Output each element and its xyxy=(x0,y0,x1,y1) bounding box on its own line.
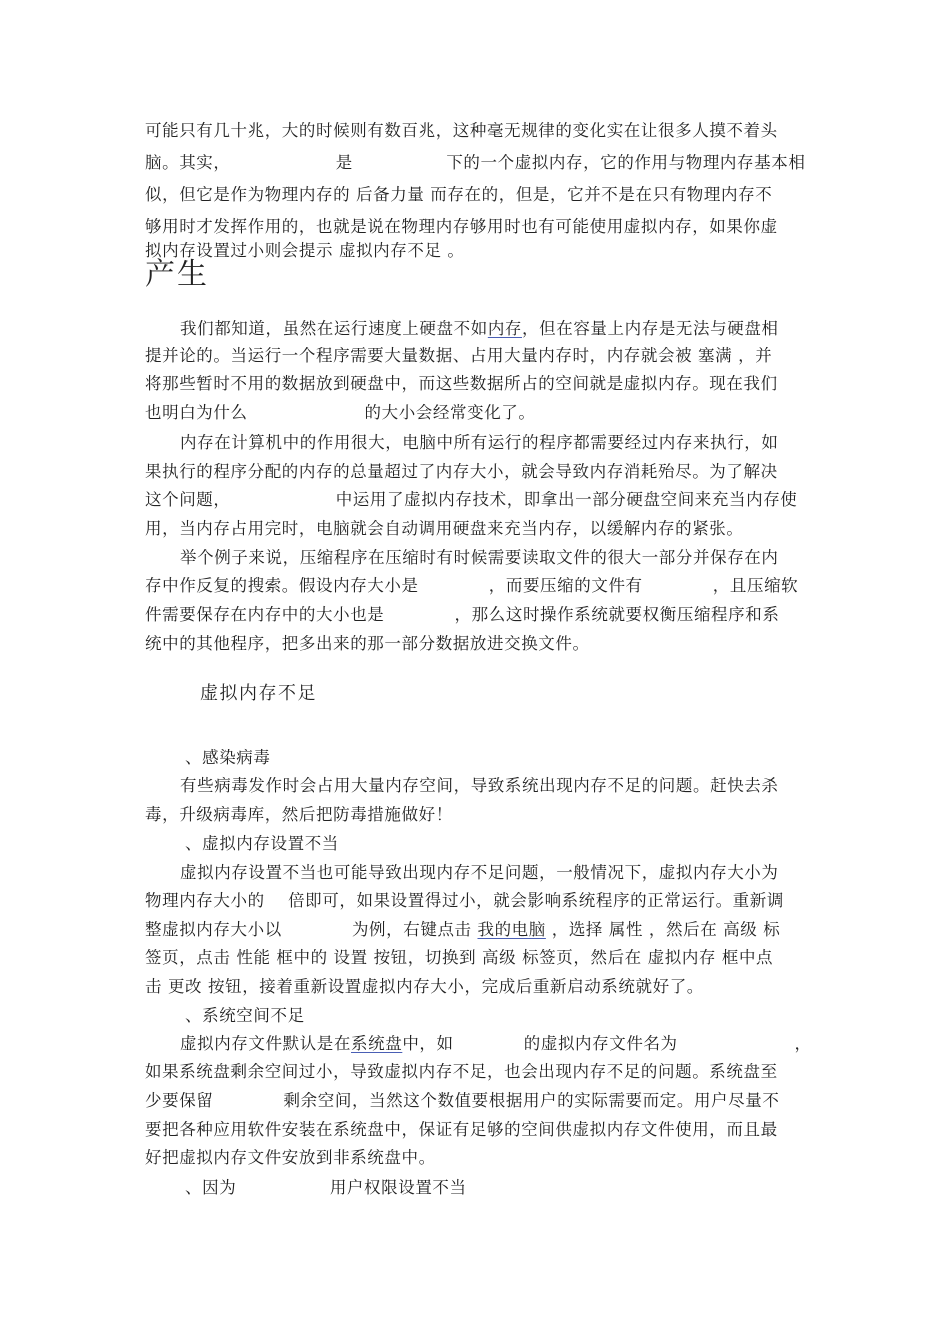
s3-line-5: 好把虚拟内存文件安放到非系统盘中。 xyxy=(145,1148,436,1167)
p1-line-2: 提并论的。当运行一个程序需要大量数据、占用大量内存时，内存就会被 塞满 ，并 xyxy=(145,346,773,365)
section-heading: 产生 xyxy=(145,257,209,292)
s3-line-1: 虚拟内存文件默认是在系统盘中，如 的虚拟内存文件名为 ， xyxy=(180,1034,812,1053)
s1-line-1: 有些病毒发作时会占用大量内存空间，导致系统出现内存不足的问题。赶快去杀 xyxy=(180,776,779,795)
p2-line-2: 果执行的程序分配的内存的总量超过了内存大小，就会导致内存消耗殆尽。为了解决 xyxy=(145,462,778,481)
s2-line-1: 虚拟内存设置不当也可能导致出现内存不足问题，一般情况下，虚拟内存大小为 xyxy=(180,863,779,882)
p2-line-3: 这个问题， 中运用了虚拟内存技术，即拿出一部分硬盘空间来充当内存使 xyxy=(145,490,798,509)
system-disk-link[interactable]: 系统盘 xyxy=(351,1034,403,1053)
s2-line-3: 整虚拟内存大小以 为例，右键点击 我的电脑 ，选择 属性 ，然后在 高级 标 xyxy=(145,920,781,939)
memory-link[interactable]: 内存 xyxy=(487,319,523,338)
s3-title: 、系统空间不足 xyxy=(185,1006,305,1025)
s2-title: 、虚拟内存设置不当 xyxy=(185,834,339,853)
p3-line-3: 件需要保存在内存中的大小也是 ，那么这时操作系统就要权衡压缩程序和系 xyxy=(145,605,780,624)
s3-line-2: 如果系统盘剩余空间过小，导致虚拟内存不足，也会出现内存不足的问题。系统盘至 xyxy=(145,1062,778,1081)
s3-line-4: 要把各种应用软件安装在系统盘中，保证有足够的空间供虚拟内存文件使用，而且最 xyxy=(145,1120,778,1139)
s2-line-2: 物理内存大小的 倍即可，如果设置得过小，就会影响系统程序的正常运行。重新调 xyxy=(145,891,784,910)
s2-line-5: 击 更改 按钮，接着重新设置虚拟内存大小，完成后重新启动系统就好了。 xyxy=(145,977,704,996)
p3-line-1: 举个例子来说，压缩程序在压缩时有时候需要读取文件的很大一部分并保存在内 xyxy=(180,548,779,567)
p3-line-4: 统中的其他程序，把多出来的那一部分数据放进交换文件。 xyxy=(145,634,590,653)
p3-line-2: 存中作反复的搜索。假设内存大小是 ，而要压缩的文件有 ，且压缩软 xyxy=(145,576,799,595)
p1-line-4: 也明白为什么 的大小会经常变化了。 xyxy=(145,403,536,422)
p2-line-1: 内存在计算机中的作用很大，电脑中所有运行的程序都需要经过内存来执行，如 xyxy=(180,433,779,452)
s3-line-3: 少要保留 剩余空间，当然这个数值要根据用户的实际需要而定。用户尽量不 xyxy=(145,1091,780,1110)
my-computer-link[interactable]: 我的电脑 xyxy=(477,920,546,939)
intro-line-4: 够用时才发挥作用的，也就是说在物理内存够用时也有可能使用虚拟内存，如果你虚 xyxy=(145,217,778,236)
intro-line-1: 可能只有几十兆，大的时候则有数百兆，这种毫无规律的变化实在让很多人摸不着头 xyxy=(145,121,778,140)
s1-line-2: 毒，升级病毒库，然后把防毒措施做好！ xyxy=(145,805,453,824)
s4-title: 、因为 用户权限设置不当 xyxy=(185,1178,467,1197)
p2-line-4: 用，当内存占用完时，电脑就会自动调用硬盘来充当内存，以缓解内存的紧张。 xyxy=(145,519,744,538)
intro-line-5: 拟内存设置过小则会提示 虚拟内存不足 。 xyxy=(145,241,465,260)
p1-line-3: 将那些暂时不用的数据放到硬盘中，而这些数据所占的空间就是虚拟内存。现在我们 xyxy=(145,374,778,393)
intro-line-2: 脑。其实， 是 下的一个虚拟内存，它的作用与物理内存基本相 xyxy=(145,153,806,172)
intro-line-3: 似，但它是作为物理内存的 后备力量 而存在的，但是，它并不是在只有物理内存不 xyxy=(145,185,773,204)
p1-line-1: 我们都知道，虽然在运行速度上硬盘不如内存，但在容量上内存是无法与硬盘相 xyxy=(180,319,779,338)
s1-title: 、感染病毒 xyxy=(185,748,271,767)
s2-line-4: 签页，点击 性能 框中的 设置 按钮，切换到 高级 标签页，然后在 虚拟内存 框中点 xyxy=(145,948,774,967)
subheading: 虚拟内存不足 xyxy=(200,683,317,704)
